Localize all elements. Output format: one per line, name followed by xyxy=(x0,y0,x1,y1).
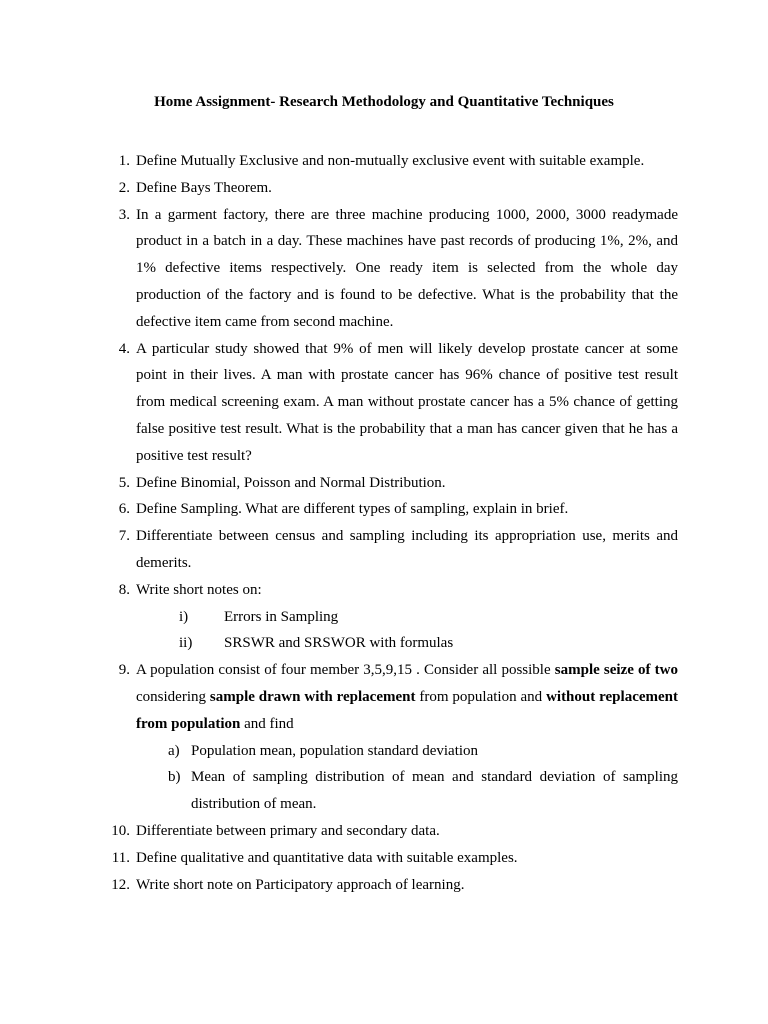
question-list xyxy=(104,148,678,898)
question-item xyxy=(104,175,678,202)
sub-list xyxy=(136,604,678,658)
question-item xyxy=(104,470,678,497)
emphasis-text: sample drawn with replacement xyxy=(209,688,416,705)
question-number: 6. xyxy=(118,501,130,518)
question-text-part: from population and xyxy=(415,688,547,705)
question-text-part: A population consist of four member 3,5,9,15 . Consider all possible xyxy=(136,662,555,679)
sub-item xyxy=(136,630,678,657)
sub-item-text: Mean of sampling distribution of mean and standard deviation of sampling distribution of mean. xyxy=(191,769,678,813)
sub-item-label: i) xyxy=(179,608,189,625)
question-number: 12. xyxy=(111,876,130,893)
question-number: 8. xyxy=(118,581,130,598)
question-text: Define qualitative and quantitative data with suitable examples. xyxy=(136,849,518,866)
question-text xyxy=(136,662,678,732)
question-number: 7. xyxy=(118,528,130,545)
sub-item-label: ii) xyxy=(179,635,193,652)
question-item xyxy=(104,523,678,577)
question-text: Differentiate between primary and secondary data. xyxy=(136,822,440,839)
emphasis-text: sample seize of two xyxy=(554,662,678,679)
question-text-part: and find xyxy=(240,715,294,732)
question-text: Define Mutually Exclusive and non-mutually exclusive event with suitable example. xyxy=(136,153,645,169)
question-text-part: considering xyxy=(136,688,210,705)
question-text: Define Sampling. What are different types of sampling, explain in brief. xyxy=(136,501,569,518)
question-item xyxy=(104,845,678,872)
document-title: Home Assignment- Research Methodology and Quantitative Techniques xyxy=(154,94,614,110)
question-item xyxy=(104,148,678,175)
question-number: 5. xyxy=(118,474,130,491)
question-number: 3. xyxy=(118,206,130,223)
question-text: A particular study showed that 9% of men will likely develop prostate cancer at some point in their lives. A man with prostate cancer has 96% chance of positive test result from medical screening exam. A man without prostate cancer has a 5% chance of getting false positive test result. What is the probability that a man has cancer given that he has a positive test result? xyxy=(136,340,678,464)
sub-list xyxy=(136,738,678,818)
question-text: Define Bays Theorem. xyxy=(136,179,272,196)
question-number: 11. xyxy=(111,849,130,866)
question-item xyxy=(104,577,678,657)
sub-item-label: b) xyxy=(168,769,181,786)
question-item xyxy=(104,818,678,845)
question-text: Differentiate between census and sampling including its appropriation use, merits and demerits. xyxy=(136,528,678,571)
question-item xyxy=(104,496,678,523)
sub-item-label: a) xyxy=(168,742,180,759)
question-number: 10. xyxy=(111,822,130,839)
sub-item xyxy=(136,604,678,631)
sub-item-text: Errors in Sampling xyxy=(224,608,339,625)
question-number: 1. xyxy=(118,153,130,169)
emphasis-text: without replacement from population xyxy=(136,688,678,732)
question-text: Define Binomial, Poisson and Normal Distribution. xyxy=(136,474,446,491)
sub-item-text: Population mean, population standard deviation xyxy=(191,742,479,759)
sub-item xyxy=(136,738,678,765)
question-item xyxy=(104,202,678,336)
question-number: 9. xyxy=(118,662,130,679)
question-item xyxy=(104,657,678,818)
question-item xyxy=(104,872,678,899)
question-text: Write short notes on: xyxy=(136,581,262,598)
question-text: In a garment factory, there are three machine producing 1000, 2000, 3000 readymade product in a batch in a day. These machines have past records of producing 1%, 2%, and 1% defective items respectively. One ready item is selected from the whole day production of the factory and is found to be defective. What is the probability that the defective item came from second machine. xyxy=(136,206,678,330)
question-number: 2. xyxy=(118,179,130,196)
question-item xyxy=(104,336,678,470)
sub-item-text: SRSWR and SRSWOR with formulas xyxy=(224,635,454,652)
question-text: Write short note on Participatory approach of learning. xyxy=(136,876,465,893)
question-number: 4. xyxy=(118,340,130,357)
sub-item xyxy=(136,764,678,818)
